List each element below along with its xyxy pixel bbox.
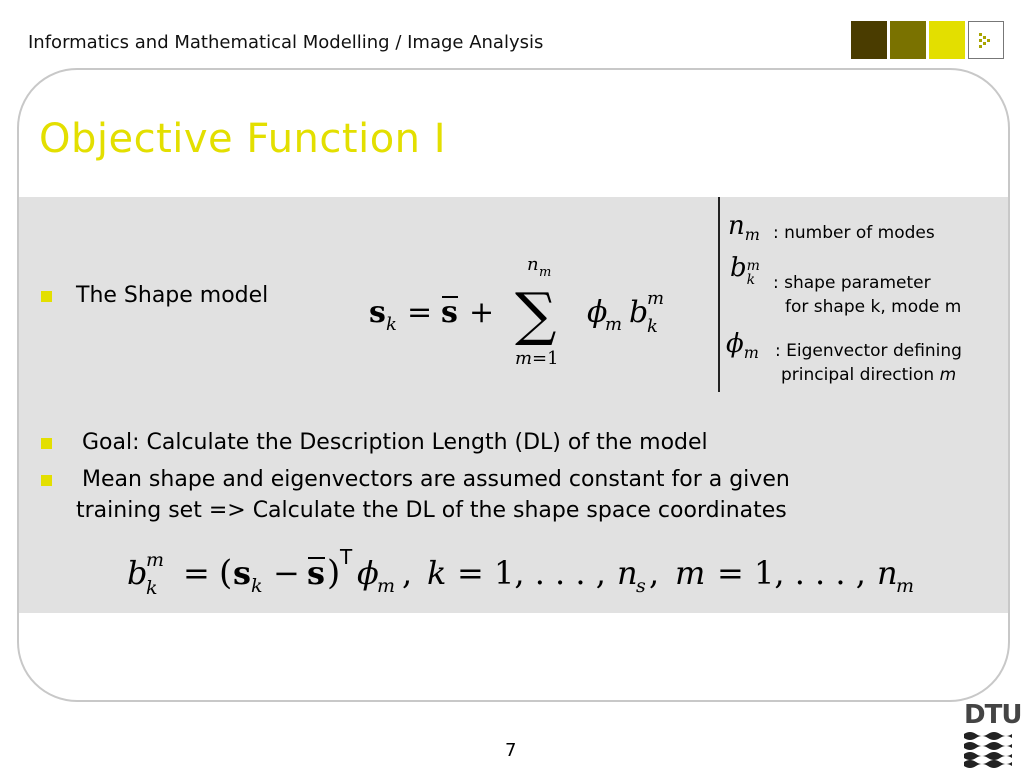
svg-text:m: m bbox=[146, 549, 165, 571]
phi-description-line2 bbox=[781, 364, 956, 387]
shape-model-formula bbox=[369, 252, 699, 372]
svg-text:m: m bbox=[675, 554, 706, 592]
legend-divider bbox=[718, 197, 720, 392]
svg-text:,: , bbox=[402, 554, 413, 592]
svg-text:s: s bbox=[233, 554, 252, 592]
bkm-description-line1: : shape parameter bbox=[773, 273, 931, 293]
svg-text:ϕ: ϕ bbox=[587, 295, 608, 330]
arrow-glyph bbox=[975, 29, 997, 51]
svg-text:m: m bbox=[647, 288, 665, 309]
logo-square-olive bbox=[890, 21, 926, 59]
svg-text:∑: ∑ bbox=[515, 280, 557, 348]
svg-text:m: m bbox=[605, 314, 623, 335]
svg-text:): ) bbox=[327, 553, 341, 593]
svg-text:ϕ: ϕ bbox=[357, 554, 379, 592]
svg-text:k: k bbox=[146, 577, 158, 599]
svg-text:b: b bbox=[127, 554, 148, 592]
phi-description-text: principal direction bbox=[781, 365, 935, 385]
svg-text:T: T bbox=[340, 545, 353, 569]
svg-text:s: s bbox=[636, 575, 646, 597]
dtu-waves-icon bbox=[964, 730, 1012, 768]
svg-text:b: b bbox=[629, 295, 649, 330]
course-header: Informatics and Mathematical Modelling / Image Analysis bbox=[28, 32, 544, 53]
svg-text:−: − bbox=[273, 554, 300, 592]
shape-parameter-equation bbox=[127, 542, 957, 610]
phi-description-italic: m bbox=[939, 365, 957, 385]
svg-text:s: s bbox=[369, 295, 386, 330]
bullet-mean-shape-line2: training set => Calculate the DL of the shape space coordinates bbox=[76, 498, 787, 523]
nm-symbol: $n_m$ bbox=[728, 211, 760, 244]
bullet-marker bbox=[41, 475, 52, 486]
bullet-marker bbox=[41, 438, 52, 449]
nm-description: : number of modes bbox=[773, 223, 935, 243]
svg-text:n: n bbox=[617, 554, 638, 592]
svg-text:k: k bbox=[386, 314, 397, 335]
svg-text:n: n bbox=[527, 254, 539, 275]
svg-text:s: s bbox=[441, 295, 458, 330]
header-logo-squares bbox=[851, 21, 1004, 59]
svg-text:m: m bbox=[377, 575, 396, 597]
dtu-logo-text: DTU bbox=[964, 700, 1022, 730]
svg-text:= 1, . . . ,: = 1, . . . , bbox=[457, 554, 606, 592]
content-panel bbox=[19, 197, 1008, 613]
svg-text:= 1, . . . ,: = 1, . . . , bbox=[717, 554, 866, 592]
dtu-logo bbox=[964, 700, 1022, 772]
svg-text:+: + bbox=[469, 295, 495, 330]
bkm-symbol: bm k bbox=[730, 253, 760, 288]
bullet-goal: Goal: Calculate the Description Length (DL) of the model bbox=[82, 430, 708, 455]
bullet-mean-shape-line1: Mean shape and eigenvectors are assumed constant for a given bbox=[82, 467, 790, 492]
bullet-marker bbox=[41, 291, 52, 302]
svg-text:=: = bbox=[183, 554, 210, 592]
phi-description-line1: : Eigenvector defining bbox=[775, 341, 962, 361]
logo-square-yellow bbox=[929, 21, 965, 59]
bullet-shape-model: The Shape model bbox=[76, 283, 269, 308]
slide-title: Objective Function I bbox=[39, 116, 447, 162]
svg-text:m: m bbox=[539, 265, 552, 280]
svg-text:k: k bbox=[427, 554, 447, 592]
svg-text:m: m bbox=[896, 575, 915, 597]
svg-text:m: m bbox=[515, 348, 533, 369]
arrow-right-icon[interactable] bbox=[968, 21, 1004, 59]
shape-model-equation bbox=[369, 252, 699, 376]
svg-text:k: k bbox=[251, 575, 263, 597]
svg-text:=: = bbox=[407, 295, 433, 330]
shape-parameter-formula bbox=[127, 542, 957, 602]
logo-square-dark bbox=[851, 21, 887, 59]
svg-text:(: ( bbox=[219, 553, 233, 593]
svg-text:s: s bbox=[307, 554, 326, 592]
slide-frame bbox=[17, 68, 1010, 702]
svg-text:,: , bbox=[649, 554, 660, 592]
phi-symbol: $\phi_m$ bbox=[726, 329, 759, 362]
bkm-description-line2: for shape k, mode m bbox=[785, 297, 962, 317]
svg-text:n: n bbox=[877, 554, 898, 592]
svg-text:=1: =1 bbox=[532, 348, 559, 369]
svg-text:k: k bbox=[647, 316, 658, 337]
page-number: 7 bbox=[505, 740, 517, 761]
